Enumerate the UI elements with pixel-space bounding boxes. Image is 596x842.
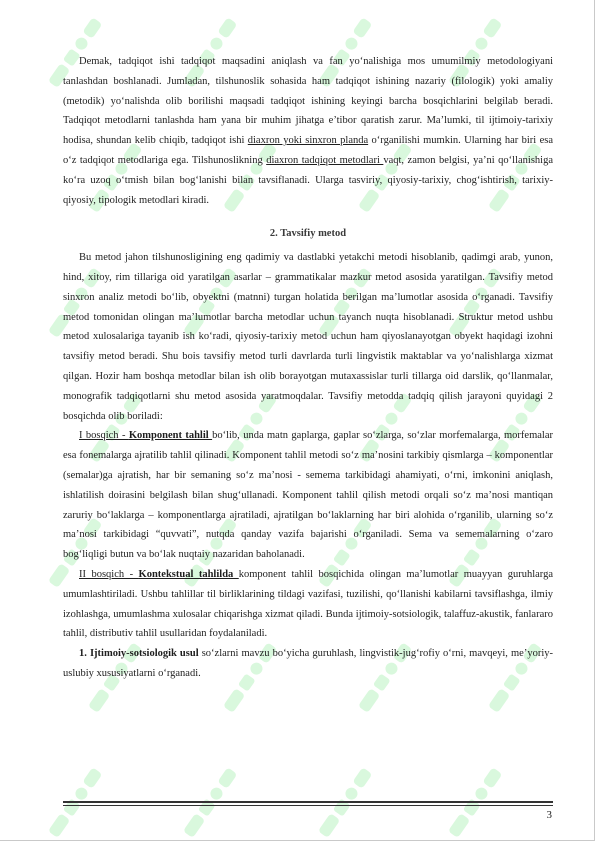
intro-text-2: o‘rganilishi mumkin. Ularning har biri esa o‘z tadqiqot metodlariga ega. Tilshunoslikning: [63, 135, 553, 166]
item-1-paragraph: [63, 644, 553, 684]
stage-1-term: Komponent tahlil: [128, 430, 213, 442]
page-number: 3: [546, 809, 552, 821]
intro-paragraph: [63, 52, 553, 210]
stage-2-paragraph: [63, 565, 553, 644]
document-body: [63, 52, 553, 684]
section-heading: 2. Tavsifiy metod: [269, 228, 347, 240]
item-1-term: 1. Ijtimoiy-sotsiologik usul: [79, 648, 199, 660]
footer-rule: [63, 801, 553, 806]
intro-text-3: vaqt, zamon belgisi, ya’ni qo‘llanishiga ko‘ra uzoq o‘tmish bilan bog‘lanishi bilan tavsiflanadi. Ularga tasviriy, qiyosiy-tarixiy, chog‘ishtirish, tarixiy-qiyosiy, tipologik metodlari kiradi.: [63, 154, 553, 206]
intro-underlined-2: diaxron tadqiqot metodlari: [266, 154, 384, 166]
stage-2-text: komponent tahlil bosqichida olingan ma’lumotlar muayyan guruhlarga umumlashtiriladi. Ushbu tahlillar til birliklarining tildagi vazifasi, tuzilishi, qo‘llanishi kabilarni tavsiflashga, ilmiy izohlashga, umumlashma xulosalar chiqarishga xizmat qiladi. Bunda ijtimoiy-sotsiologik, talaffuz-akustik, fanlararo tahlil, distributiv tahlil usullaridan foydalaniladi.: [63, 568, 554, 640]
stage-2-label: II bosqich -: [79, 568, 139, 580]
stage-2-term: Kontekstual tahlilda: [138, 568, 239, 580]
item-1-text: so‘zlarni mavzu bo‘yicha guruhlash, lingvistik-jug‘rofiy o‘rni, mavqeyi, me’yoriy-uslubiy xususiyatlarni o‘rganadi.: [63, 648, 553, 679]
stage-1-label: I bosqich -: [79, 430, 129, 442]
intro-underlined-1: diaxron yoki sinxron planda: [247, 135, 369, 147]
stage-1-paragraph: [63, 426, 553, 565]
method-paragraph: Bu metod jahon tilshunosligining eng qadimiy va dastlabki yetakchi metodi hisoblanib, qadimgi arab, yunon, hind, xitoy, rim tillariga oid yaratilgan asarlar – grammatikalar mazkur metod asosida yaratilgan. Tavsifiy metod sinxron analiz metodi bo‘lib, obyektni (matnni) turgan holatida berilgan ma’lumotlar asosida o‘rganadi. Tavsifiy metod tomonidan olingan ma’lumotlar barcha metodlar uchun tayanch nuqta hisoblanadi. Struktur metod ushbu metod xulosalariga tayanib ish ko‘radi, qiyosiy-tarixiy metod uchun ham qiyoslanayotgan obyekt haqidagi izohni tavsifiy metod beradi. Shu bois tavsifiy metod turli davrlarda turli lingvistik maktablar va yo‘nalishlarga xizmat qilgan. Hozir ham boshqa metodlar bilan ish olib borayotgan mutaxassislar turli tillarga oid darslik, qo‘llanmalar, monografik tadqiqotlarni shu metod asosida yaratmoqdalar. Tavsifiy metodda tadqiq qilish jarayoni quyidagi 2 bosqichda olib boriladi:: [63, 252, 553, 422]
stage-1-text: bo‘lib, unda matn gaplarga, gaplar so‘zlarga, so‘zlar morfemalarga, morfemalar esa fonemalarga ajratilib tahlil qilinadi. Komponent tahlil metodi so‘z ma’nosini tarkibiy qismlarga – komponentlar (semalar)ga ajratish, har bir semaning so‘z ma’nosi - semema tarkibidagi ahamiyati, o‘rni, imkonini aniqlash, ishlatilish doirasini belgilash bilan shug‘ullanadi. Komponent tahlil qilish metodi orqali so‘z ma’nosi mantiqan zaruriy bo‘laklarga – komponentlarga ajratiladi, ajratilgan bo‘laklarning har biri alohida o‘rganilib, ularning so‘z ma’nosi tarkibidagi “quvvati”, nutqda qanday vazifa bajarishi o‘rganiladi. Sema va sememalarning o‘zaro bog‘liqligi butun va bo‘lak nuqtaiy nazaridan baholanadi.: [63, 430, 553, 561]
intro-text-1: Demak, tadqiqot ishi tadqiqot maqsadini aniqlash va fan yo‘nalishiga mos umumilmiy metodologiyani tanlashdan boshlanadi. Jumladan, tilshunoslik sohasida ham tadqiqot ishining nazariy (filologik) yoki amaliy (metodik) yo‘nalishda olib borilishi maqsadi tadqiqot ishining keyingi barcha bosqichlarini belgilab beradi. Tadqiqot metodlarni tanlashda ham yana bir muhim jihatga e’tibor qaratish zarur. Ma’lumki, til ijtimoiy-tarixiy hodisa, shundan kelib chiqib, tadqiqot ishi: [63, 56, 553, 147]
